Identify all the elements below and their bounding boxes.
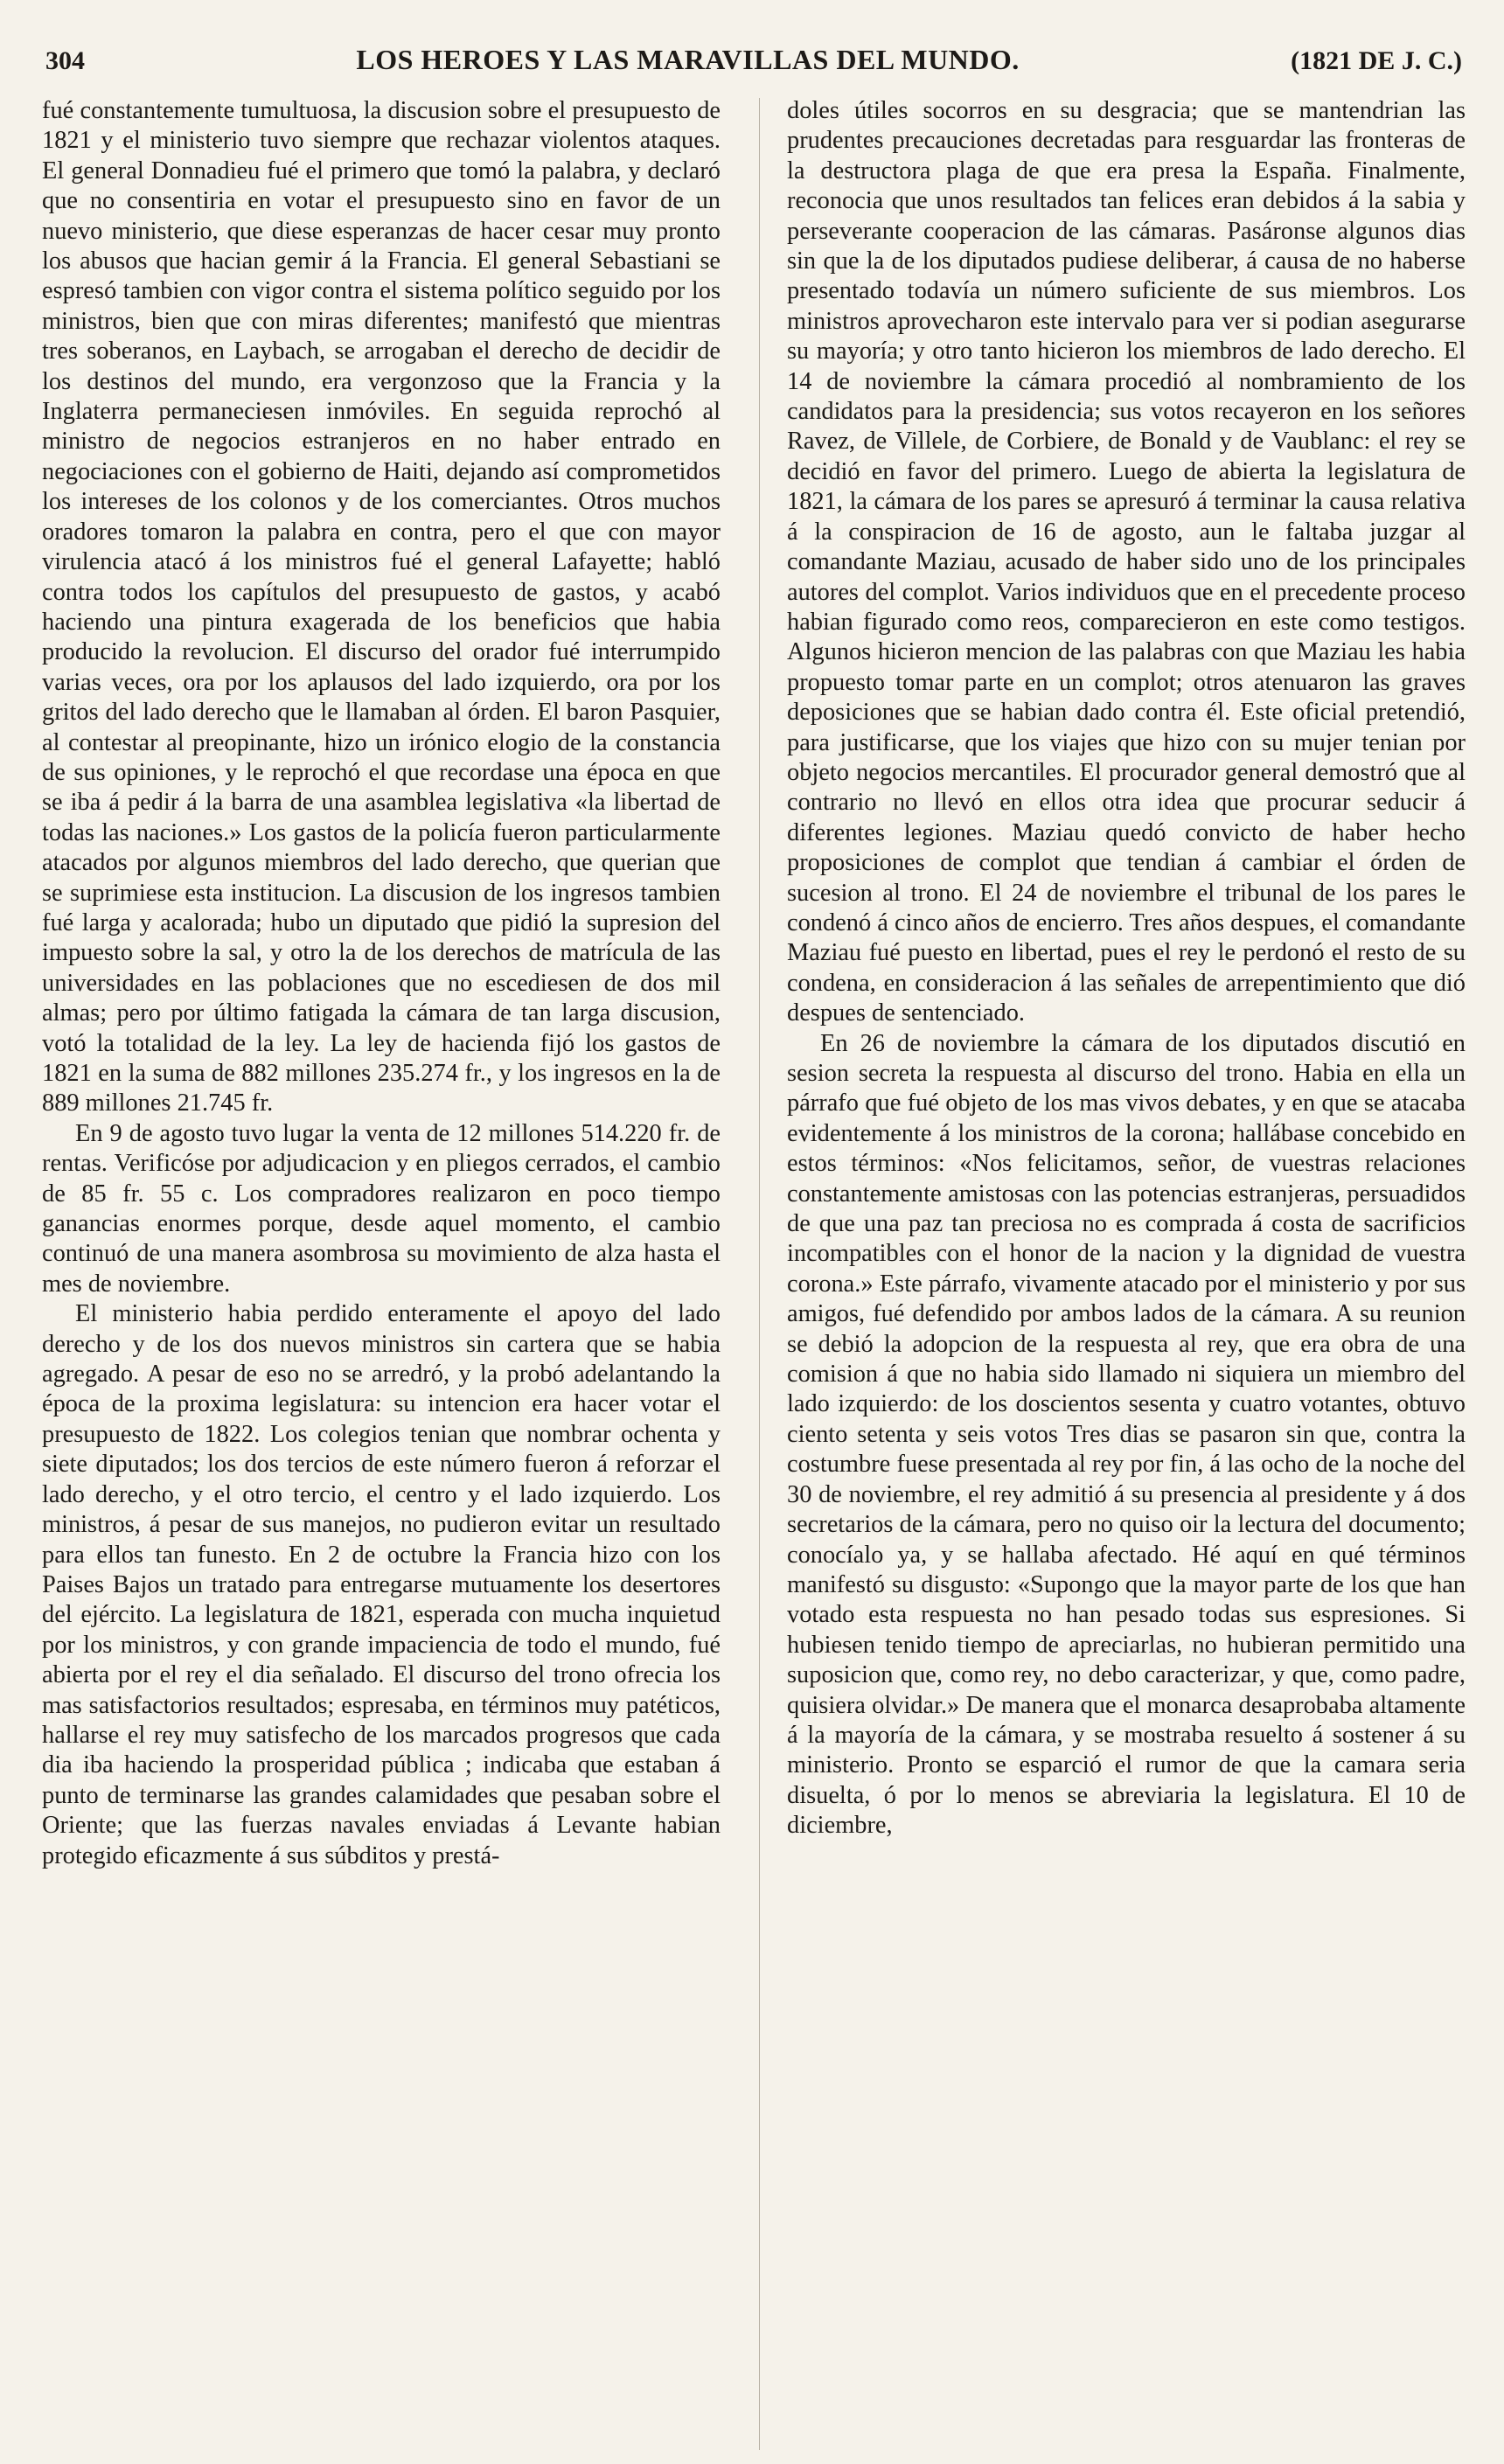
- running-title: LOS HEROES Y LAS MARAVILLAS DEL MUNDO.: [356, 44, 1020, 75]
- right-paragraph-1: doles útiles socorros en su desgracia; que se mantendrian las prudentes precauciones decretadas para resguardar las fronteras de la destructora plaga de que era presa la España. Finalmente, reconocia que unos resultados tan felices eran debidos á la sabia y perseverante cooperacion de las cámaras. Pasáronse algunos dias sin que la de los diputados pudiese deliberar, á causa de no haberse presentado todavía un número suficiente de sus miembros. Los ministros aprovecharon este intervalo para ver si podian asegurarse su mayoría; y otro tanto hicieron los miembros de lado derecho. El 14 de noviembre la cámara procedió al nombramiento de los candidatos para la presidencia; sus votos recayeron en los señores Ravez, de Villele, de Corbiere, de Bonald y de Vaublanc: el rey se decidió en favor del primero. Luego de abierta la legislatura de 1821, la cámara de los pares se apresuró á terminar la causa relativa á la conspiracion de 16 de agosto, aun le faltaba juzgar al comandante Maziau, acusado de haber sido uno de los principales autores del complot. Varios individuos que en el precedente proceso habian figurado como reos, comparecieron en este como testigos. Algunos hicieron mencion de las palabras con que Maziau les habia propuesto tomar parte en un complot; otros atenuaron las graves deposiciones que se habian dado contra él. Este oficial pretendió, para justificarse, que los viajes que hizo con su mujer tenian por objeto negocios mercantiles. El procurador general demostró que al contrario no llevó en ellos otra idea que procurar seducir á diferentes legiones. Maziau quedó convicto de haber hecho proposiciones de complot que tendian á cambiar el órden de sucesion al trono. El 24 de noviembre el tribunal de los pares le condenó á cinco años de encierro. Tres años despues, el comandante Maziau fué puesto en libertad, pues el rey le perdonó el resto de su condena, en consideracion á las señales de arrepentimiento que dió despues de sentenciado.: [787, 97, 1466, 1027]
- column-divider: [759, 98, 760, 2450]
- left-column: [42, 96, 721, 1871]
- page-header: [45, 44, 1462, 87]
- right-paragraph-2: En 26 de noviembre la cámara de los diputados discutió en sesion secreta la respuesta al discurso del trono. Habia en ella un párrafo que fué objeto de los mas vivos debates, y en que se atacaba evidentemente á los ministros de la corona; hallábase concebido en estos términos: «Nos felicitamos, señor, de vuestras relaciones constantemente amistosas con las potencias estranjeras, persuadidos de que una paz tan preciosa no es comprada á costa de sacrificios incompatibles con el honor de la nacion y la dignidad de vuestra corona.» Este párrafo, vivamente atacado por el ministerio y por sus amigos, fué defendido por ambos lados de la cámara. A su reunion se debió la adopcion de la respuesta al rey, que era obra de una comision á que no habia sido llamado ni siquiera un miembro del lado izquierdo: de los doscientos sesenta y cuatro votantes, obtuvo ciento setenta y seis votos Tres dias se pasaron sin que, contra la costumbre fuese presentada al rey por fin, á las ocho de la noche del 30 de noviembre, el rey admitió á su presencia al presidente y á dos secretarios de la cámara, pero no quiso oir la lectura del documento; conocíalo ya, y se hallaba afectado. Hé aquí en qué términos manifestó su disgusto: «Supongo que la mayor parte de los que han votado esta respuesta no han pesado todas sus espresiones. Si hubiesen tenido tiempo de apreciarlas, no hubieran permitido una suposicion que, como rey, no debo caracterizar, y que, como padre, quisiera olvidar.» De manera que el monarca desaprobaba altamente á la mayoría de la cámara, y se mostraba resuelto á sostener á su ministerio. Pronto se esparció el rumor de que la camara seria disuelta, ó por lo menos se abreviaria la legislatura. El 10 de diciembre,: [787, 1029, 1466, 1840]
- page-number: 304: [45, 46, 85, 75]
- right-column: [787, 96, 1466, 1841]
- left-paragraph-2: En 9 de agosto tuvo lugar la venta de 12 millones 514.220 fr. de rentas. Verificóse por adjudicacion y en pliegos cerrados, el cambio de 85 fr. 55 c. Los compradores realizaron en poco tiempo ganancias enormes porque, desde aquel momento, el cambio continuó de una manera asombrosa su movimiento de alza hasta el mes de noviembre.: [42, 1119, 721, 1298]
- left-paragraph-3: El ministerio habia perdido enteramente el apoyo del lado derecho y de los dos nuevos ministros sin cartera que se habia agregado. A pesar de eso no se arredró, y la probó adelantando la época de la proxima legislatura: su intencion era hacer votar el presupuesto de 1822. Los colegios tenian que nombrar ochenta y siete diputados; los dos tercios de este número fueron á reforzar el lado derecho, y el otro tercio, el centro y el lado izquierdo. Los ministros, á pesar de sus manejos, no pudieron evitar un resultado para ellos tan funesto. En 2 de octubre la Francia hizo con los Paises Bajos un tratado para entregarse mutuamente los desertores del ejército. La legislatura de 1821, esperada con mucha inquietud por los ministros, y con grande impaciencia de todo el mundo, fué abierta por el rey el dia señalado. El discurso del trono ofrecia los mas satisfactorios resultados; espresaba, en términos muy patéticos, hallarse el rey muy satisfecho de los marcados progresos que cada dia iba haciendo la prosperidad pública ; indicaba que estaban á punto de terminarse las grandes calamidades que pesaban sobre el Oriente; que las fuerzas navales enviadas á Levante habian protegido eficazmente á sus súbditos y prestá-: [42, 1300, 721, 1869]
- year-mark: (1821 DE J. C.): [1291, 46, 1462, 75]
- left-paragraph-1: fué constantemente tumultuosa, la discusion sobre el presupuesto de 1821 y el ministerio tuvo siempre que rechazar violentos ataques. El general Donnadieu fué el primero que tomó la palabra, y declaró que no consentiria en votar el presupuesto sino en favor de un nuevo ministerio, que diese esperanzas de hacer cesar muy pronto los abusos que hacian gemir á la Francia. El general Sebastiani se espresó tambien con vigor contra el sistema político seguido por los ministros, bien que con miras diferentes; manifestó que mientras tres soberanos, en Laybach, se arrogaban el derecho de decidir de los destinos del mundo, era vergonzoso que la Francia y la Inglaterra permaneciesen inmóviles. En seguida reprochó al ministro de negocios estranjeros en no haber entrado en negociaciones con el gobierno de Haiti, dejando así comprometidos los intereses de los colonos y de los comerciantes. Otros muchos oradores tomaron la palabra en contra, pero el que con mayor virulencia atacó á los ministros fué el general Lafayette; habló contra todos los capítulos del presupuesto de gastos, y acabó haciendo una pintura exagerada de los beneficios que habia producido la revolucion. El discurso del orador fué interrumpido varias veces, ora por los aplausos del lado izquierdo, ora por los gritos del lado derecho que le llamaban al órden. El baron Pasquier, al contestar al preopinante, hizo un irónico elogio de la constancia de sus opiniones, y le reprochó el que recordase una época en que se iba á pedir á la barra de una asamblea legislativa «la libertad de todas las naciones.» Los gastos de la policía fueron particularmente atacados por algunos miembros del lado derecho, que querian que se suprimiese esta institucion. La discusion de los ingresos tambien fué larga y acalorada; hubo un diputado que pidió la supresion del impuesto sobre la sal, y otro la de los derechos de matrícula de las universidades en las poblaciones que no escediesen de dos mil almas; pero por último fatigada la cámara de tan larga discusion, votó la totalidad de la ley. La ley de hacienda fijó los gastos de 1821 en la suma de 882 millones 235.274 fr., y los ingresos en la de 889 millones 21.745 fr.: [42, 97, 721, 1117]
